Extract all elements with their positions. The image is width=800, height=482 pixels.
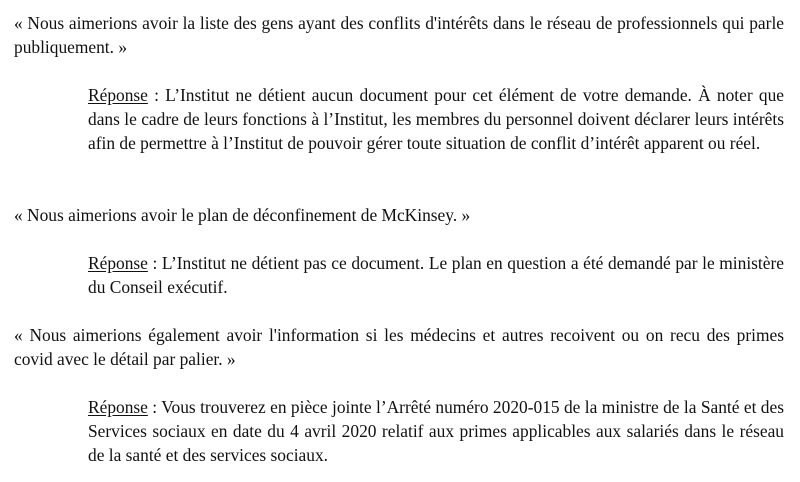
answer-3: [88, 395, 784, 467]
answer-2-label: Réponse: [88, 253, 148, 273]
question-3: « Nous aimerions également avoir l'information si les médecins et autres recoivent ou on recu des primes covid avec le détail par palier. »: [14, 325, 784, 369]
answer-3-label: Réponse: [88, 397, 148, 417]
question-2: « Nous aimerions avoir le plan de déconfinement de McKinsey. »: [14, 205, 471, 225]
answer-3-text: : Vous trouverez en pièce jointe l’Arrêté numéro 2020-015 de la ministre de la Santé et des Services sociaux en date du 4 avril 2020 relatif aux primes applicables aux salariés dans le réseau de la santé et des services sociaux.: [88, 397, 784, 465]
question-1: « Nous aimerions avoir la liste des gens ayant des conflits d'intérêts dans le réseau de professionnels qui parle publiquement. »: [14, 13, 784, 57]
answer-1: [88, 83, 784, 155]
answer-1-label: Réponse: [88, 85, 148, 105]
answer-2-text: : L’Institut ne détient pas ce document. Le plan en question a été demandé par le ministère du Conseil exécutif.: [88, 253, 784, 297]
answer-1-text: : L’Institut ne détient aucun document pour cet élément de votre demande. À noter que dans le cadre de leurs fonctions à l’Institut, les membres du personnel doivent déclarer leurs intérêts afin de permettre à l’Institut de pouvoir gérer toute situation de conflit d’intérêt apparent ou réel.: [88, 85, 784, 153]
answer-2: [88, 251, 784, 299]
